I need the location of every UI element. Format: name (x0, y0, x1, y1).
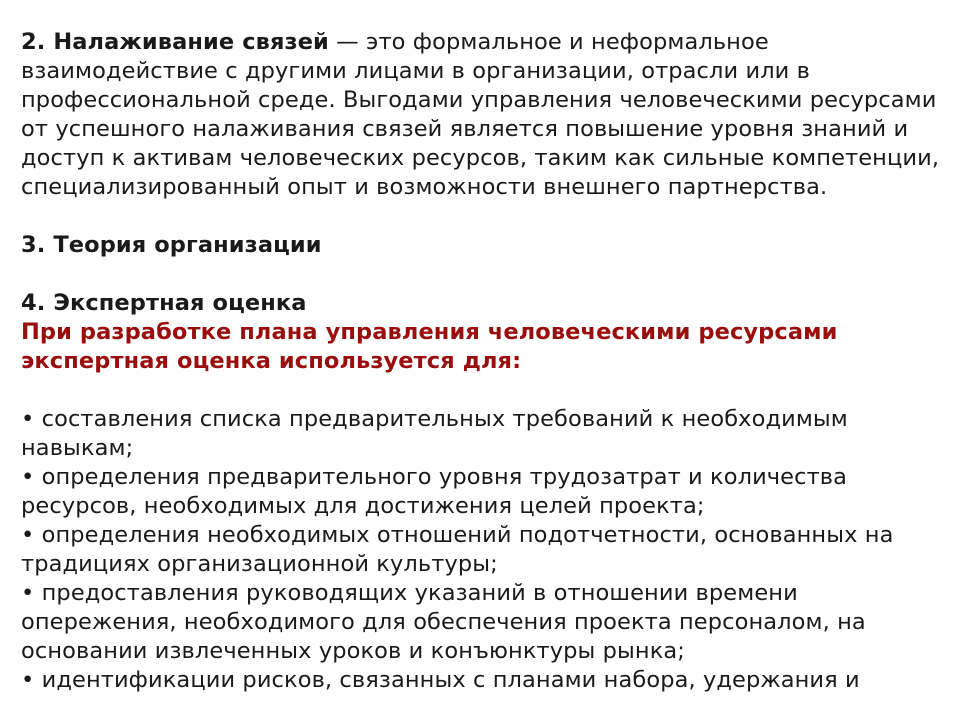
section-3-heading: 3. Теория организации (21, 232, 322, 258)
section-2-text: — это формальное и неформальное взаимодействие с другими лицами в организации, отрасли или в профессиональной среде. Выгодами управления человеческими ресурсами от успешного налаживания связей является повышение уровня знаний и доступ к активам человеческих ресурсов, таким как сильные компетенции, специализированный опыт и возможности внешнего партнерства. (21, 29, 940, 200)
list-item: • определения предварительного уровня трудозатрат и количества ресурсов, необходимых для достижения целей проекта; (21, 464, 848, 519)
list-item: • составления списка предварительных требований к необходимым навыкам; (21, 406, 848, 461)
spacer (21, 202, 946, 231)
spacer (21, 260, 946, 289)
section-2-heading: 2. Налаживание связей (21, 29, 329, 55)
slide-content (21, 28, 946, 695)
section-2-paragraph (21, 28, 946, 202)
section-4-highlight: При разработке плана управления человеческими ресурсами экспертная оценка используется для: (21, 319, 838, 374)
section-4-heading: 4. Экспертная оценка (21, 290, 307, 316)
list-item: • предоставления руководящих указаний в отношении времени опережения, необходимого для обеспечения проекта персоналом, на основании извлеченных уроков и конъюнктуры рынка; (21, 580, 866, 664)
spacer (21, 376, 946, 405)
list-item: • определения необходимых отношений подотчетности, основанных на традициях организационной культуры; (21, 522, 894, 577)
list-item: • идентификации рисков, связанных с планами набора, удержания и (21, 667, 860, 693)
